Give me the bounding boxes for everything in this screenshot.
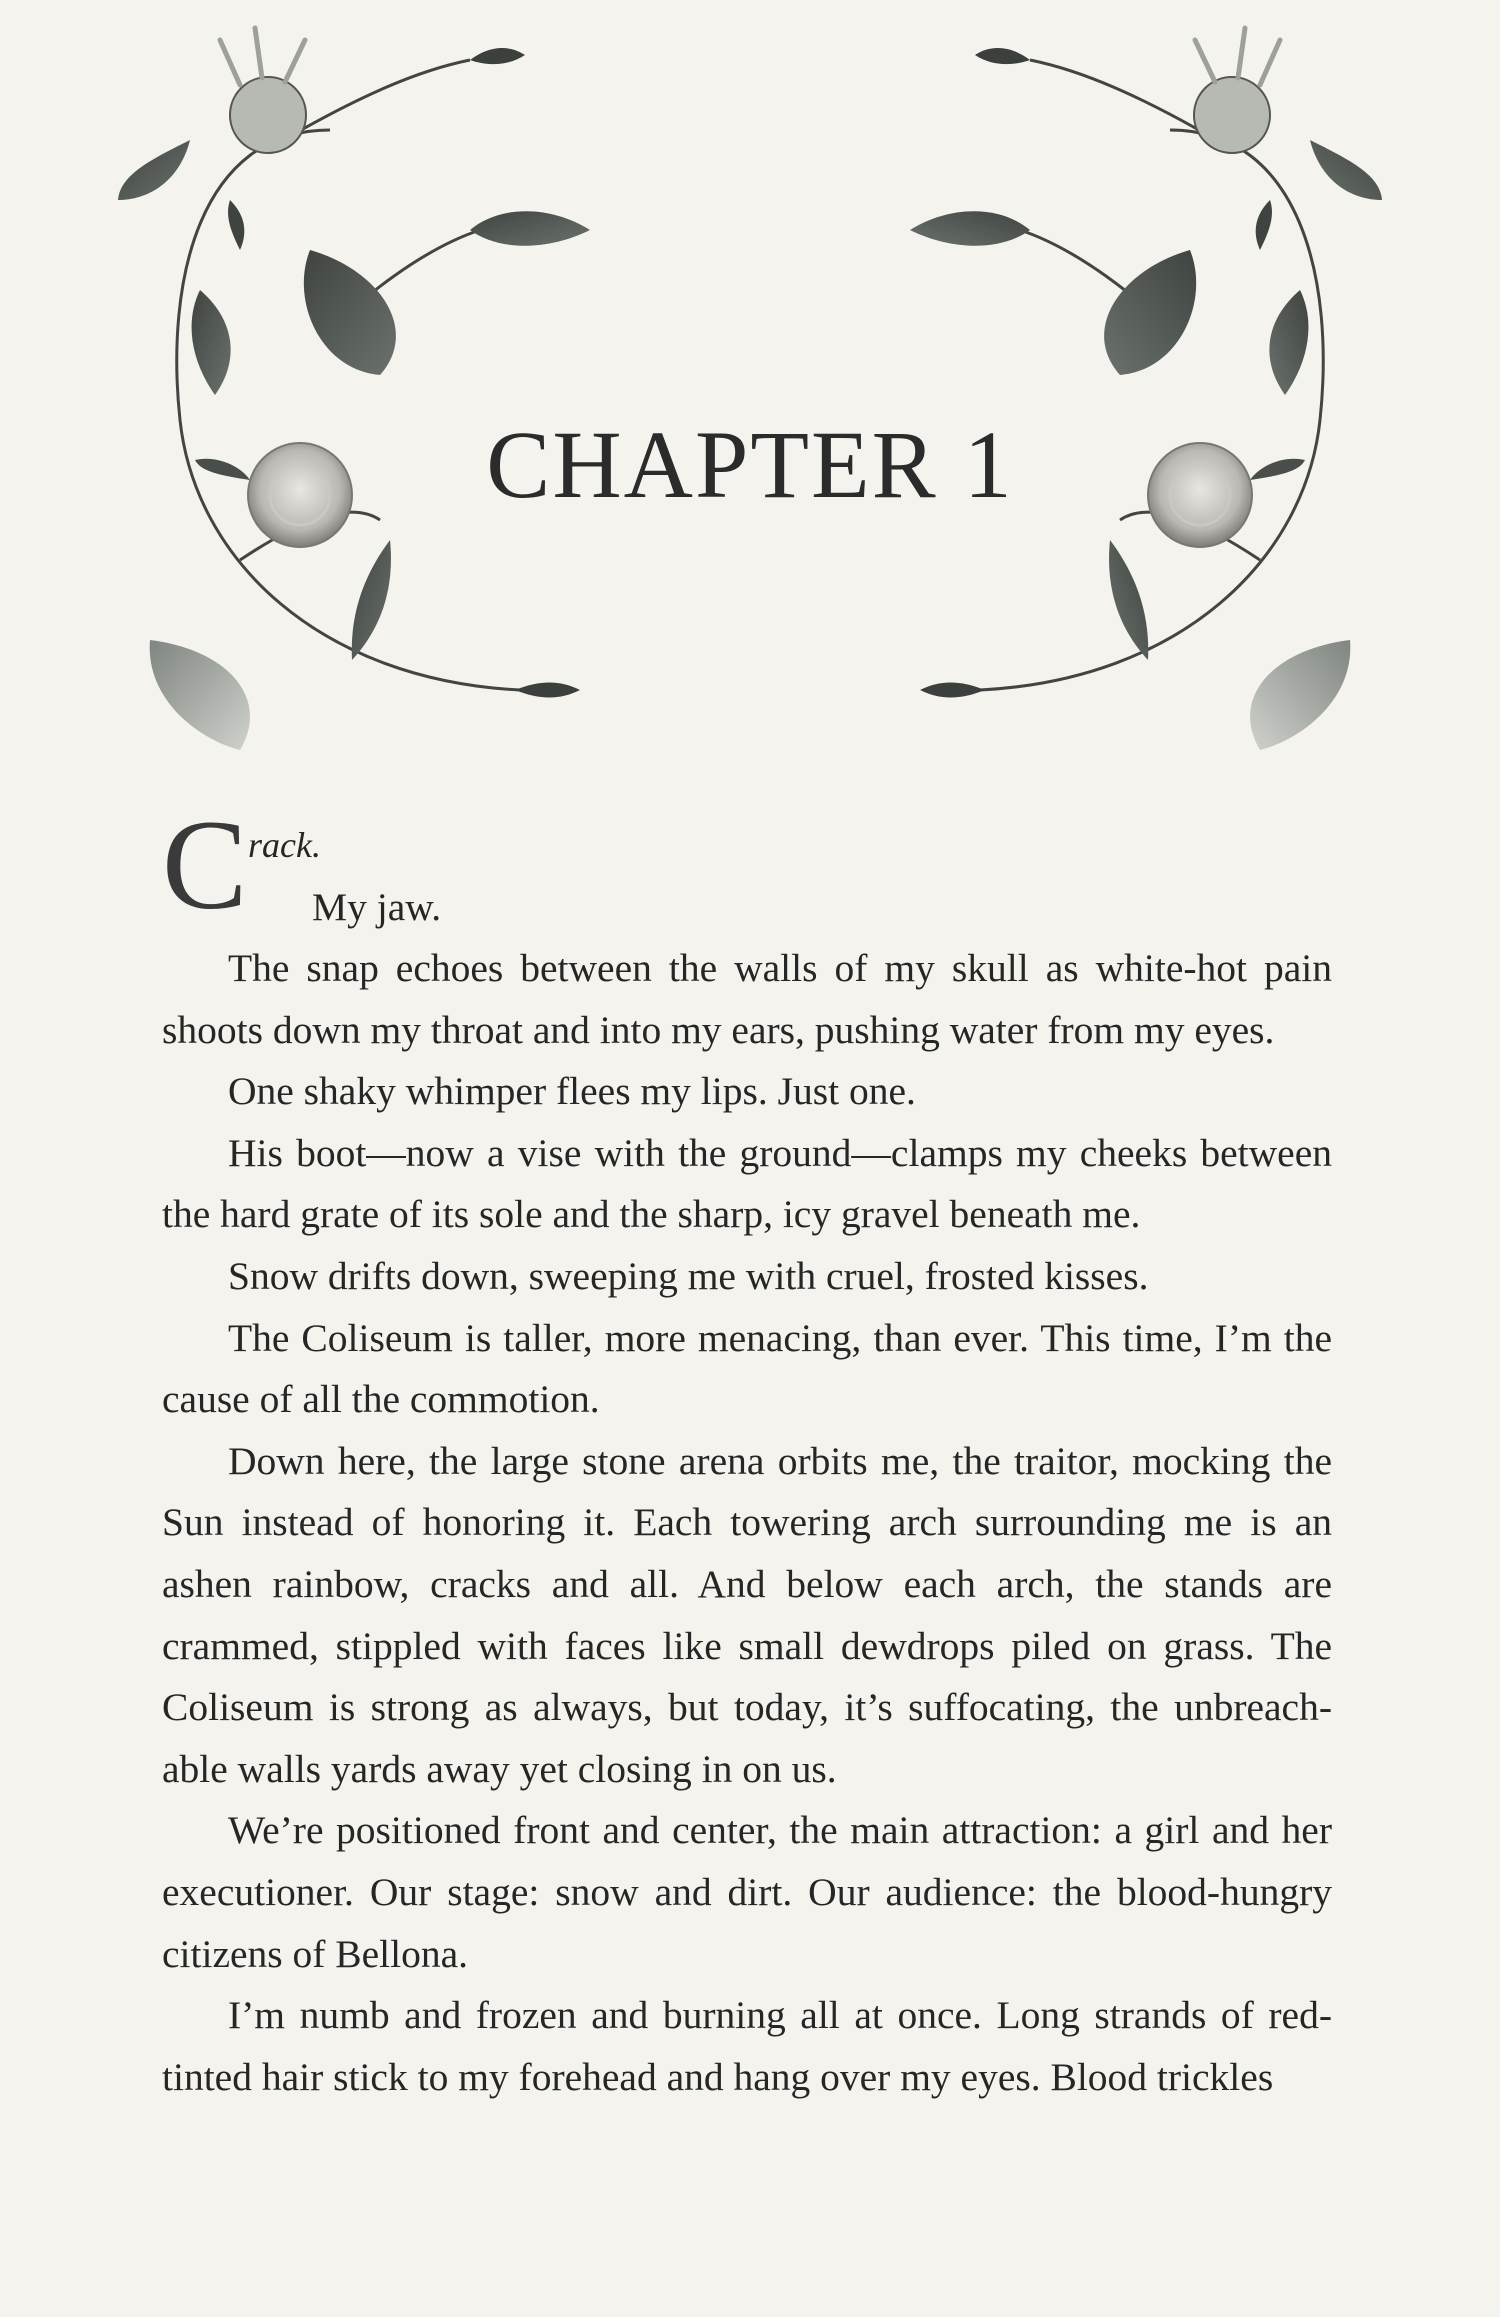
opening-line: My jaw. xyxy=(312,884,442,929)
right-sprig xyxy=(910,28,1382,750)
paragraph: Down here, the large stone arena orbits me, the traitor, mocking the Sun instead of honoring it. Each towering arch surrounding me is an ashen rainbow, cracks and all. And below each arch, the stands are crammed, stippled with faces like small dewdrops piled on grass. The Coliseum is strong as always, but today, it’s suffocating, the unbreach-able walls yards away yet closing in on us. xyxy=(162,1438,1332,1791)
paragraph: His boot—now a vise with the ground—clamps my cheeks between the hard grate of its sole and the sharp, icy gravel beneath me. xyxy=(162,1130,1332,1237)
left-sprig xyxy=(118,28,590,750)
paragraph: The snap echoes between the walls of my skull as white-hot pain shoots down my throat and into my ears, pushing water from my eyes. xyxy=(162,946,1332,1052)
paragraph: One shaky whimper flees my lips. Just one. xyxy=(228,1069,916,1114)
drop-cap: C xyxy=(162,794,248,936)
opening-block xyxy=(162,794,1332,938)
paragraph: The Coliseum is taller, more menacing, than ever. This time, I’m the cause of all the commotion. xyxy=(162,1315,1332,1422)
paragraph: Snow drifts down, sweeping me with cruel, frosted kisses. xyxy=(228,1253,1149,1298)
chapter-body xyxy=(162,794,1332,2108)
paragraph: I’m numb and frozen and burning all at once. Long strands of red-tinted hair stick to my forehead and hang over my eyes. Blood trickles xyxy=(162,1993,1332,2099)
floral-ornament xyxy=(0,0,1500,760)
paragraph: We’re positioned front and center, the main attraction: a girl and her executioner. Our stage: snow and dirt. Our audience: the blood-hungry citizens of Bellona. xyxy=(162,1808,1332,1976)
opening-word: rack. xyxy=(248,825,321,865)
chapter-title: CHAPTER 1 xyxy=(486,411,1014,519)
